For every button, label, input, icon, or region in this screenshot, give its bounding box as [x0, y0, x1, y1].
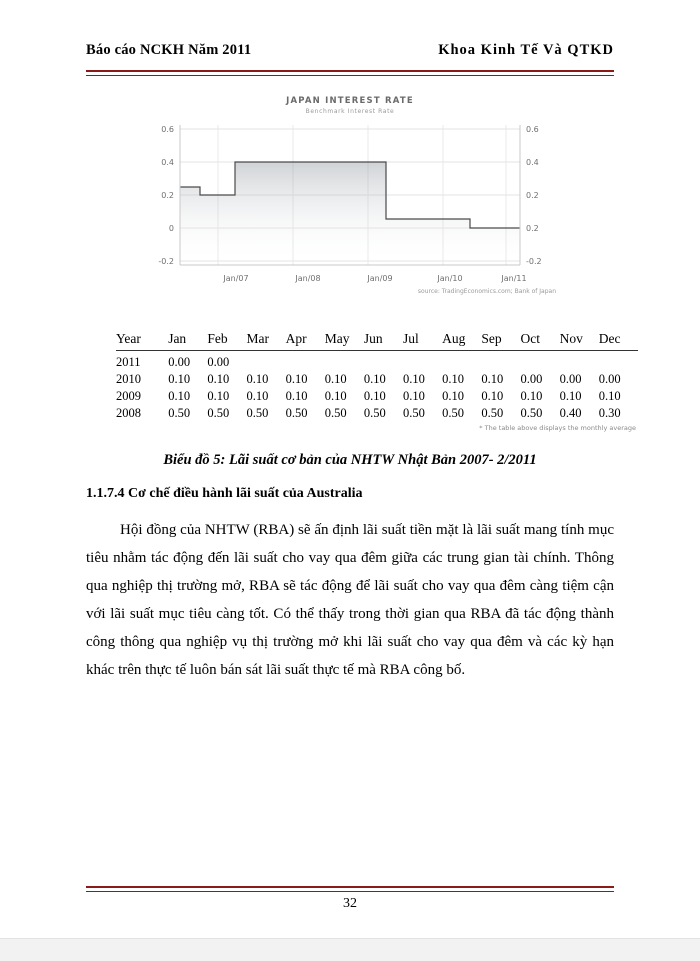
ytick-right-neg-0-2: -0.2: [526, 257, 542, 266]
col-sep: Sep: [481, 330, 520, 351]
cell-may: 0.10: [324, 372, 347, 386]
cell-year: 2008: [116, 406, 141, 420]
cell-jul: [403, 351, 442, 372]
cell-apr: 0.10: [285, 372, 308, 386]
col-oct: Oct: [520, 330, 559, 351]
ytick-right-0-6: 0.6: [526, 125, 539, 134]
cell-nov: [560, 351, 599, 372]
chart-subtitle: Benchmark Interest Rate: [305, 108, 395, 115]
cell-aug: [442, 351, 481, 372]
chart-title: JAPAN INTEREST RATE: [286, 96, 414, 106]
cell-aug: 0.50: [442, 406, 465, 420]
cell-jul: 0.10: [403, 389, 425, 403]
cell-mar: 0.50: [246, 406, 269, 420]
bottom-band: [0, 938, 700, 961]
rates-table-block: [116, 330, 638, 432]
ytick-0-4: 0.4: [161, 158, 174, 167]
cell-dec: [599, 351, 638, 372]
cell-apr: 0.10: [285, 389, 308, 403]
xtick-jan11: Jan/11: [501, 274, 527, 283]
cell-mar: 0.10: [246, 389, 269, 403]
xtick-jan07: Jan/07: [223, 274, 249, 283]
cell-jan: 0.10: [168, 389, 191, 403]
ytick-right-0: 0.2: [526, 224, 539, 233]
ytick-0: 0: [168, 224, 174, 233]
cell-aug: 0.10: [442, 389, 465, 403]
header-right-text: Khoa Kinh Tế Và QTKD: [438, 42, 614, 58]
table-header-row: [116, 330, 638, 351]
cell-year: 2010: [116, 372, 141, 386]
chart-plot-area: [140, 119, 560, 289]
cell-feb: 0.10: [207, 389, 230, 403]
cell-may: [325, 351, 364, 372]
col-apr: Apr: [286, 330, 325, 351]
header-divider: [86, 70, 614, 76]
col-mar: Mar: [246, 330, 285, 351]
col-jun: Jun: [364, 330, 403, 351]
table-row: [116, 405, 638, 422]
cell-feb: 0.00: [207, 355, 230, 369]
section-heading: 1.1.7.4 Cơ chế điều hành lãi suất của Australia: [86, 486, 363, 501]
xtick-jan10: Jan/10: [437, 274, 463, 283]
cell-year: 2011: [116, 355, 141, 369]
cell-oct: [520, 351, 559, 372]
cell-feb: 0.10: [207, 372, 230, 386]
body-paragraph: Hội đồng của NHTW (RBA) sẽ ấn định lãi suất tiền mặt là lãi suất mang tính mục tiêu nhằm tác động đến lãi suất cho vay qua đêm giữa các trung gian tài chính. Thông qua nghiệp thị trường mở, RBA sẽ tác động để lãi suất cho vay qua đêm càng tiệm cận với lãi suất mục tiêu càng tốt. Có thể thấy trong thời gian qua RBA đã tác động thành công thông qua nghiệp vụ thị trường mở khi lãi suất cho vay qua đêm và các kỳ hạn khác trên thực tế luôn bán sát lãi suất thực tế mà RBA công bố.: [86, 522, 614, 678]
cell-jan: 0.50: [168, 406, 191, 420]
col-jan: Jan: [168, 330, 207, 351]
col-jul: Jul: [403, 330, 442, 351]
cell-jun: 0.10: [363, 372, 386, 386]
page-number: 32: [343, 896, 357, 911]
table-row: [116, 351, 638, 372]
cell-jul: 0.50: [403, 406, 425, 420]
col-year: Year: [116, 330, 168, 351]
cell-oct: 0.50: [520, 406, 543, 420]
cell-sep: [481, 351, 520, 372]
ytick-0-2: 0.2: [161, 191, 174, 200]
page-header: [86, 42, 614, 59]
table-footnote: * The table above displays the monthly average: [479, 424, 636, 432]
japan-interest-rate-chart: [140, 92, 560, 302]
ytick-0-6: 0.6: [161, 125, 174, 134]
cell-nov: 0.10: [559, 389, 582, 403]
cell-nov: 0.40: [559, 406, 582, 420]
cell-mar: 0.10: [246, 372, 269, 386]
cell-dec: 0.00: [598, 372, 621, 386]
cell-may: 0.10: [324, 389, 347, 403]
ytick-right-0-4: 0.4: [526, 158, 539, 167]
cell-may: 0.50: [324, 406, 347, 420]
cell-jun: 0.10: [363, 389, 386, 403]
chart-source-note: source: TradingEconomics.com; Bank of Japan: [417, 288, 556, 295]
table-row: [116, 371, 638, 388]
xtick-jan09: Jan/09: [367, 274, 393, 283]
col-may: May: [325, 330, 364, 351]
cell-apr: 0.50: [285, 406, 308, 420]
chart-svg: [140, 119, 560, 289]
cell-jul: 0.10: [403, 372, 425, 386]
cell-jun: 0.50: [363, 406, 386, 420]
cell-jan: 0.00: [168, 355, 191, 369]
cell-nov: 0.00: [559, 372, 582, 386]
cell-year: 2009: [116, 389, 141, 403]
cell-sep: 0.50: [481, 406, 504, 420]
col-aug: Aug: [442, 330, 481, 351]
cell-oct: 0.00: [520, 372, 543, 386]
cell-dec: 0.30: [598, 406, 621, 420]
cell-mar: [246, 351, 285, 372]
cell-jan: 0.10: [168, 372, 191, 386]
cell-feb: 0.50: [207, 406, 230, 420]
cell-aug: 0.10: [442, 372, 465, 386]
cell-apr: [286, 351, 325, 372]
cell-sep: 0.10: [481, 389, 504, 403]
rates-table: [116, 330, 638, 422]
figure-caption: Biểu đồ 5: Lãi suất cơ bản của NHTW Nhật Bản 2007- 2/2011: [163, 452, 537, 468]
ytick-neg-0-2: -0.2: [158, 257, 174, 266]
col-nov: Nov: [560, 330, 599, 351]
table-row: [116, 388, 638, 405]
col-feb: Feb: [207, 330, 246, 351]
cell-oct: 0.10: [520, 389, 543, 403]
footer-divider: [86, 886, 614, 892]
cell-sep: 0.10: [481, 372, 504, 386]
cell-dec: 0.10: [598, 389, 621, 403]
ytick-right-0-2: 0.2: [526, 191, 539, 200]
header-left-text: Báo cáo NCKH Năm 2011: [86, 42, 252, 58]
cell-jun: [364, 351, 403, 372]
xtick-jan08: Jan/08: [295, 274, 321, 283]
col-dec: Dec: [599, 330, 638, 351]
